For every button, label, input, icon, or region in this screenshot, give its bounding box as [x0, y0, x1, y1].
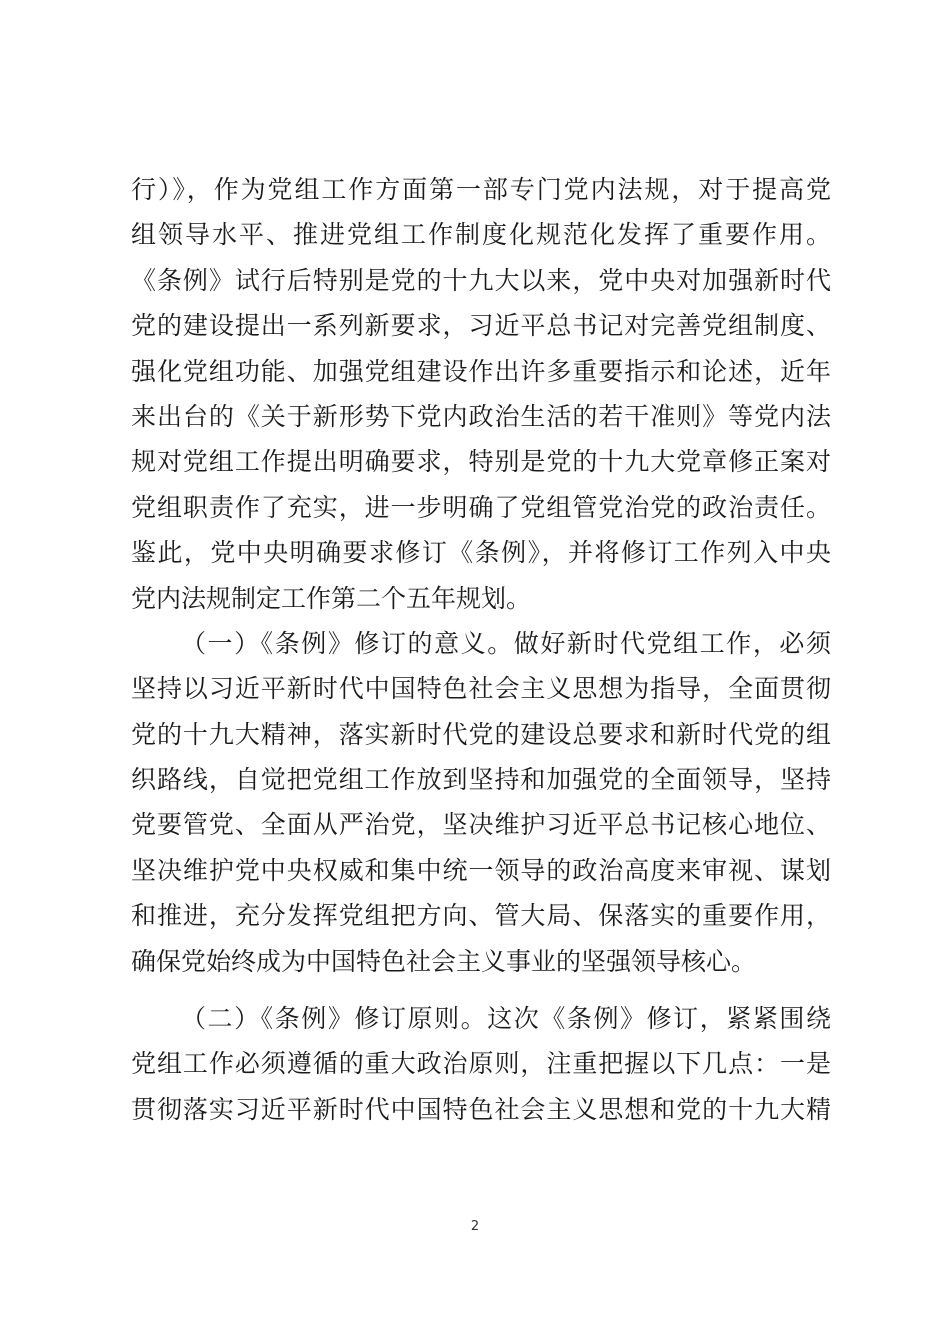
paragraph-3 — [131, 996, 831, 1132]
text-line: 党组职责作了充实，进一步明确了党组管党治党的政治责任。 — [131, 492, 831, 522]
text-line: （二）《条例》修订原则。这次《条例》修订，紧紧围绕 — [181, 1004, 831, 1034]
text-line: 确保党始终成为中国特色社会主义事业的坚强领导核心。 — [131, 946, 757, 976]
text-line: 坚决维护党中央权威和集中统一领导的政治高度来审视、谋划 — [131, 855, 831, 885]
text-line: 党的建设提出一系列新要求，习近平总书记对完善党组制度、 — [131, 311, 831, 341]
text-line: 强化党组功能、加强党组建设作出许多重要指示和论述，近年 — [131, 356, 831, 386]
text-line: 党组工作必须遵循的重大政治原则，注重把握以下几点：一是 — [131, 1049, 831, 1079]
text-line: 党的十九大精神，落实新时代党的建设总要求和新时代党的组 — [131, 719, 831, 749]
paragraph-1 — [131, 167, 831, 621]
text-line: 贯彻落实习近平新时代中国特色社会主义思想和党的十九大精 — [131, 1094, 831, 1124]
page-number: 2 — [470, 1219, 480, 1234]
paragraph-spacer — [131, 984, 831, 996]
text-line: 党要管党、全面从严治党，坚决维护习近平总书记核心地位、 — [131, 810, 831, 840]
text-line: 坚持以习近平新时代中国特色社会主义思想为指导，全面贯彻 — [131, 674, 831, 704]
text-line: 织路线，自觉把党组工作放到坚持和加强党的全面领导，坚持 — [131, 765, 831, 795]
text-line: 和推进，充分发挥党组把方向、管大局、保落实的重要作用， — [131, 901, 831, 931]
text-line: 组领导水平、推进党组工作制度化规范化发挥了重要作用。 — [131, 220, 831, 250]
body-text — [131, 167, 831, 1132]
paragraph-2 — [131, 621, 831, 984]
text-line: （一）《条例》修订的意义。做好新时代党组工作，必须 — [181, 628, 831, 658]
text-line: 规对党组工作提出明确要求，特别是党的十九大党章修正案对 — [131, 447, 831, 477]
text-line: 来出台的《关于新形势下党内政治生活的若干准则》等党内法 — [131, 401, 831, 431]
text-line: 《条例》试行后特别是党的十九大以来，党中央对加强新时代 — [131, 265, 831, 295]
text-line: 鉴此，党中央明确要求修订《条例》，并将修订工作列入中央 — [131, 538, 831, 568]
text-line: 行）》，作为党组工作方面第一部专门党内法规，对于提高党 — [131, 175, 831, 204]
text-line: 党内法规制定工作第二个五年规划。 — [131, 583, 532, 613]
